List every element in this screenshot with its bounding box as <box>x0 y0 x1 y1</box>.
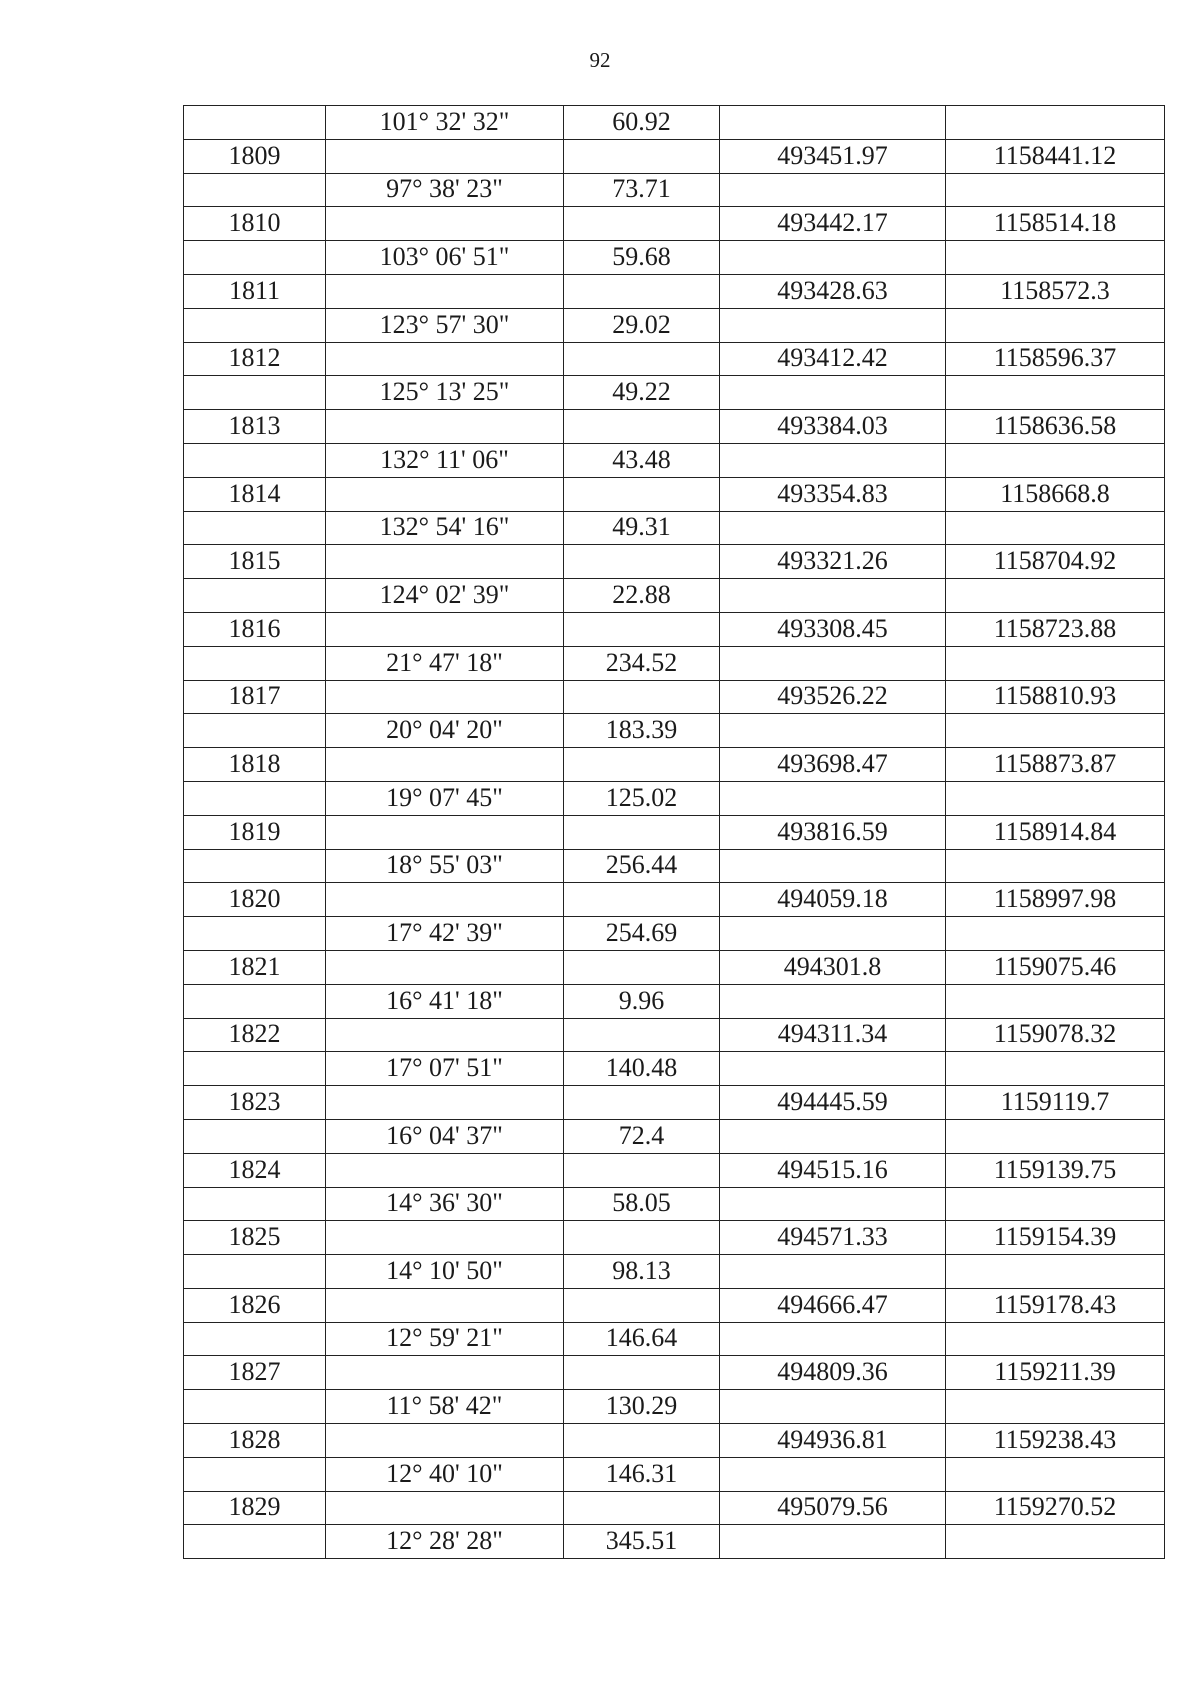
page-number: 92 <box>589 48 611 72</box>
northing-cell: 1158914.84 <box>945 816 1164 850</box>
table-cell <box>719 444 945 478</box>
station-id-cell: 1823 <box>184 1086 325 1120</box>
line-row <box>184 579 1164 613</box>
table-cell <box>945 512 1164 546</box>
table-cell <box>563 1356 719 1390</box>
bearing-cell: 132° 11' 06" <box>325 444 563 478</box>
table-cell <box>325 681 563 715</box>
line-row <box>184 917 1164 951</box>
distance-cell: 183.39 <box>563 714 719 748</box>
station-row <box>184 207 1164 241</box>
distance-cell: 140.48 <box>563 1052 719 1086</box>
table-cell <box>719 376 945 410</box>
table-cell <box>719 1188 945 1222</box>
northing-cell: 1159154.39 <box>945 1221 1164 1255</box>
bearing-cell: 17° 42' 39" <box>325 917 563 951</box>
distance-cell: 9.96 <box>563 985 719 1019</box>
northing-cell: 1158572.3 <box>945 275 1164 309</box>
table-cell <box>325 883 563 917</box>
station-id-cell: 1814 <box>184 478 325 512</box>
station-id-cell: 1829 <box>184 1492 325 1526</box>
table-cell <box>719 782 945 816</box>
distance-cell: 125.02 <box>563 782 719 816</box>
northing-cell: 1159139.75 <box>945 1154 1164 1188</box>
station-row <box>184 275 1164 309</box>
line-row <box>184 782 1164 816</box>
table-cell <box>563 1424 719 1458</box>
distance-cell: 256.44 <box>563 850 719 884</box>
table-cell <box>563 545 719 579</box>
station-id-cell: 1826 <box>184 1289 325 1323</box>
table-cell <box>945 309 1164 343</box>
station-row <box>184 140 1164 174</box>
northing-cell: 1159078.32 <box>945 1019 1164 1053</box>
easting-cell: 493526.22 <box>719 681 945 715</box>
distance-cell: 29.02 <box>563 309 719 343</box>
northing-cell: 1158514.18 <box>945 207 1164 241</box>
table-cell <box>719 1458 945 1492</box>
table-cell <box>563 343 719 377</box>
table-cell <box>563 1221 719 1255</box>
table-cell <box>184 850 325 884</box>
table-cell <box>325 1424 563 1458</box>
easting-cell: 493442.17 <box>719 207 945 241</box>
distance-cell: 49.31 <box>563 512 719 546</box>
bearing-cell: 97° 38' 23" <box>325 174 563 208</box>
table-cell <box>325 207 563 241</box>
table-cell <box>563 1492 719 1526</box>
bearing-cell: 17° 07' 51" <box>325 1052 563 1086</box>
station-row <box>184 883 1164 917</box>
table-cell <box>563 748 719 782</box>
station-id-cell: 1809 <box>184 140 325 174</box>
table-cell <box>325 951 563 985</box>
table-cell <box>719 174 945 208</box>
table-cell <box>184 647 325 681</box>
station-row <box>184 1086 1164 1120</box>
table-cell <box>184 1255 325 1289</box>
distance-cell: 146.64 <box>563 1323 719 1357</box>
line-row <box>184 1052 1164 1086</box>
station-id-cell: 1811 <box>184 275 325 309</box>
distance-cell: 73.71 <box>563 174 719 208</box>
station-row <box>184 478 1164 512</box>
table-cell <box>184 1120 325 1154</box>
table-cell <box>184 444 325 478</box>
easting-cell: 494571.33 <box>719 1221 945 1255</box>
bearing-cell: 132° 54' 16" <box>325 512 563 546</box>
northing-cell: 1159119.7 <box>945 1086 1164 1120</box>
station-row <box>184 1019 1164 1053</box>
table-cell <box>184 1323 325 1357</box>
table-cell <box>184 174 325 208</box>
table-cell <box>325 275 563 309</box>
northing-cell: 1158873.87 <box>945 748 1164 782</box>
table-cell <box>719 714 945 748</box>
line-row <box>184 376 1164 410</box>
station-row <box>184 410 1164 444</box>
line-row <box>184 647 1164 681</box>
line-row <box>184 1120 1164 1154</box>
station-id-cell: 1822 <box>184 1019 325 1053</box>
table-cell <box>945 241 1164 275</box>
table-cell <box>945 1458 1164 1492</box>
table-cell <box>325 140 563 174</box>
distance-cell: 58.05 <box>563 1188 719 1222</box>
bearing-cell: 124° 02' 39" <box>325 579 563 613</box>
table-cell <box>719 985 945 1019</box>
station-id-cell: 1820 <box>184 883 325 917</box>
table-cell <box>563 1154 719 1188</box>
station-row <box>184 1289 1164 1323</box>
northing-cell: 1158723.88 <box>945 613 1164 647</box>
bearing-cell: 11° 58' 42" <box>325 1390 563 1424</box>
station-row <box>184 545 1164 579</box>
table-cell <box>184 579 325 613</box>
northing-cell: 1158596.37 <box>945 343 1164 377</box>
bearing-cell: 12° 40' 10" <box>325 1458 563 1492</box>
table-cell <box>563 140 719 174</box>
table-cell <box>325 748 563 782</box>
table-cell <box>945 1390 1164 1424</box>
table-cell <box>325 1154 563 1188</box>
easting-cell: 493412.42 <box>719 343 945 377</box>
table-cell <box>325 613 563 647</box>
bearing-cell: 123° 57' 30" <box>325 309 563 343</box>
bearing-cell: 16° 41' 18" <box>325 985 563 1019</box>
distance-cell: 98.13 <box>563 1255 719 1289</box>
station-row <box>184 816 1164 850</box>
table-cell <box>945 376 1164 410</box>
bearing-cell: 19° 07' 45" <box>325 782 563 816</box>
station-id-cell: 1821 <box>184 951 325 985</box>
station-row <box>184 1356 1164 1390</box>
bearing-cell: 16° 04' 37" <box>325 1120 563 1154</box>
line-row <box>184 444 1164 478</box>
station-id-cell: 1810 <box>184 207 325 241</box>
table-cell <box>325 545 563 579</box>
easting-cell: 493816.59 <box>719 816 945 850</box>
table-cell <box>945 174 1164 208</box>
northing-cell: 1158636.58 <box>945 410 1164 444</box>
line-row <box>184 850 1164 884</box>
table-cell <box>945 1120 1164 1154</box>
table-cell <box>563 816 719 850</box>
station-id-cell: 1813 <box>184 410 325 444</box>
station-row <box>184 951 1164 985</box>
easting-cell: 493698.47 <box>719 748 945 782</box>
station-id-cell: 1824 <box>184 1154 325 1188</box>
easting-cell: 495079.56 <box>719 1492 945 1526</box>
line-row <box>184 241 1164 275</box>
table-cell <box>719 917 945 951</box>
station-id-cell: 1827 <box>184 1356 325 1390</box>
distance-cell: 22.88 <box>563 579 719 613</box>
distance-cell: 234.52 <box>563 647 719 681</box>
northing-cell: 1158668.8 <box>945 478 1164 512</box>
station-id-cell: 1818 <box>184 748 325 782</box>
easting-cell: 494301.8 <box>719 951 945 985</box>
table-cell <box>325 1492 563 1526</box>
northing-cell: 1158704.92 <box>945 545 1164 579</box>
distance-cell: 345.51 <box>563 1525 719 1559</box>
easting-cell: 494311.34 <box>719 1019 945 1053</box>
table-cell <box>184 512 325 546</box>
easting-cell: 493428.63 <box>719 275 945 309</box>
table-cell <box>719 1525 945 1559</box>
line-row <box>184 174 1164 208</box>
easting-cell: 494666.47 <box>719 1289 945 1323</box>
table-cell <box>945 1255 1164 1289</box>
table-cell <box>184 1458 325 1492</box>
station-row <box>184 1492 1164 1526</box>
easting-cell: 493384.03 <box>719 410 945 444</box>
bearing-cell: 125° 13' 25" <box>325 376 563 410</box>
easting-cell: 493308.45 <box>719 613 945 647</box>
table-cell <box>945 714 1164 748</box>
table-cell <box>184 309 325 343</box>
bearing-cell: 103° 06' 51" <box>325 241 563 275</box>
table-cell <box>325 1019 563 1053</box>
line-row <box>184 985 1164 1019</box>
table-cell <box>184 241 325 275</box>
line-row <box>184 1458 1164 1492</box>
table-cell <box>325 343 563 377</box>
table-cell <box>563 681 719 715</box>
table-cell <box>325 816 563 850</box>
line-row <box>184 1255 1164 1289</box>
station-row <box>184 1154 1164 1188</box>
northing-cell: 1159238.43 <box>945 1424 1164 1458</box>
station-id-cell: 1812 <box>184 343 325 377</box>
station-row <box>184 681 1164 715</box>
table-cell <box>325 1221 563 1255</box>
line-row <box>184 1323 1164 1357</box>
line-row <box>184 1525 1164 1559</box>
table-cell <box>184 1525 325 1559</box>
table-cell <box>184 917 325 951</box>
northing-cell: 1158810.93 <box>945 681 1164 715</box>
bearing-cell: 20° 04' 20" <box>325 714 563 748</box>
table-cell <box>719 309 945 343</box>
station-row <box>184 613 1164 647</box>
station-row <box>184 343 1164 377</box>
distance-cell: 43.48 <box>563 444 719 478</box>
bearing-cell: 12° 28' 28" <box>325 1525 563 1559</box>
distance-cell: 49.22 <box>563 376 719 410</box>
table-cell <box>184 985 325 1019</box>
station-id-cell: 1825 <box>184 1221 325 1255</box>
line-row <box>184 1188 1164 1222</box>
table-cell <box>719 1390 945 1424</box>
table-cell <box>563 275 719 309</box>
table-cell <box>945 782 1164 816</box>
table-cell <box>325 1086 563 1120</box>
table-cell <box>719 1323 945 1357</box>
station-id-cell: 1816 <box>184 613 325 647</box>
table-cell <box>945 1052 1164 1086</box>
northing-cell: 1159211.39 <box>945 1356 1164 1390</box>
table-cell <box>325 1289 563 1323</box>
line-row <box>184 714 1164 748</box>
distance-cell: 59.68 <box>563 241 719 275</box>
table-cell <box>945 850 1164 884</box>
station-row <box>184 748 1164 782</box>
table-cell <box>719 512 945 546</box>
table-cell <box>719 241 945 275</box>
table-cell <box>563 1086 719 1120</box>
easting-cell: 493321.26 <box>719 545 945 579</box>
station-id-cell: 1819 <box>184 816 325 850</box>
distance-cell: 60.92 <box>563 106 719 140</box>
table-cell <box>719 1052 945 1086</box>
table-cell <box>325 1356 563 1390</box>
table-cell <box>945 985 1164 1019</box>
table-cell <box>945 1525 1164 1559</box>
table-cell <box>945 647 1164 681</box>
table-cell <box>563 1019 719 1053</box>
table-cell <box>945 917 1164 951</box>
northing-cell: 1158441.12 <box>945 140 1164 174</box>
easting-cell: 494515.16 <box>719 1154 945 1188</box>
easting-cell: 493354.83 <box>719 478 945 512</box>
table-cell <box>184 106 325 140</box>
table-cell <box>563 478 719 512</box>
table-cell <box>563 883 719 917</box>
bearing-cell: 14° 10' 50" <box>325 1255 563 1289</box>
survey-table <box>183 105 1165 1559</box>
easting-cell: 494059.18 <box>719 883 945 917</box>
line-row <box>184 309 1164 343</box>
table-cell <box>184 376 325 410</box>
table-cell <box>325 478 563 512</box>
station-id-cell: 1828 <box>184 1424 325 1458</box>
northing-cell: 1158997.98 <box>945 883 1164 917</box>
table-cell <box>719 1120 945 1154</box>
distance-cell: 72.4 <box>563 1120 719 1154</box>
station-row <box>184 1424 1164 1458</box>
distance-cell: 146.31 <box>563 1458 719 1492</box>
table-cell <box>945 1188 1164 1222</box>
line-row <box>184 1390 1164 1424</box>
table-cell <box>563 613 719 647</box>
bearing-cell: 21° 47' 18" <box>325 647 563 681</box>
bearing-cell: 14° 36' 30" <box>325 1188 563 1222</box>
table-cell <box>945 444 1164 478</box>
station-row <box>184 1221 1164 1255</box>
table-cell <box>563 207 719 241</box>
easting-cell: 494936.81 <box>719 1424 945 1458</box>
easting-cell: 493451.97 <box>719 140 945 174</box>
table-cell <box>719 1255 945 1289</box>
distance-cell: 130.29 <box>563 1390 719 1424</box>
bearing-cell: 101° 32' 32" <box>325 106 563 140</box>
table-cell <box>563 951 719 985</box>
northing-cell: 1159178.43 <box>945 1289 1164 1323</box>
table-cell <box>945 1323 1164 1357</box>
table-cell <box>184 1390 325 1424</box>
northing-cell: 1159075.46 <box>945 951 1164 985</box>
table-cell <box>184 1052 325 1086</box>
table-cell <box>945 579 1164 613</box>
table-cell <box>719 106 945 140</box>
table-cell <box>184 782 325 816</box>
station-id-cell: 1815 <box>184 545 325 579</box>
table-cell <box>184 714 325 748</box>
northing-cell: 1159270.52 <box>945 1492 1164 1526</box>
station-id-cell: 1817 <box>184 681 325 715</box>
line-row <box>184 512 1164 546</box>
bearing-cell: 18° 55' 03" <box>325 850 563 884</box>
easting-cell: 494809.36 <box>719 1356 945 1390</box>
bearing-cell: 12° 59' 21" <box>325 1323 563 1357</box>
easting-cell: 494445.59 <box>719 1086 945 1120</box>
table-cell <box>563 410 719 444</box>
table-cell <box>184 1188 325 1222</box>
distance-cell: 254.69 <box>563 917 719 951</box>
table-cell <box>563 1289 719 1323</box>
table-cell <box>945 106 1164 140</box>
table-cell <box>719 579 945 613</box>
table-cell <box>719 850 945 884</box>
line-row <box>184 105 1164 140</box>
table-cell <box>719 647 945 681</box>
table-cell <box>325 410 563 444</box>
